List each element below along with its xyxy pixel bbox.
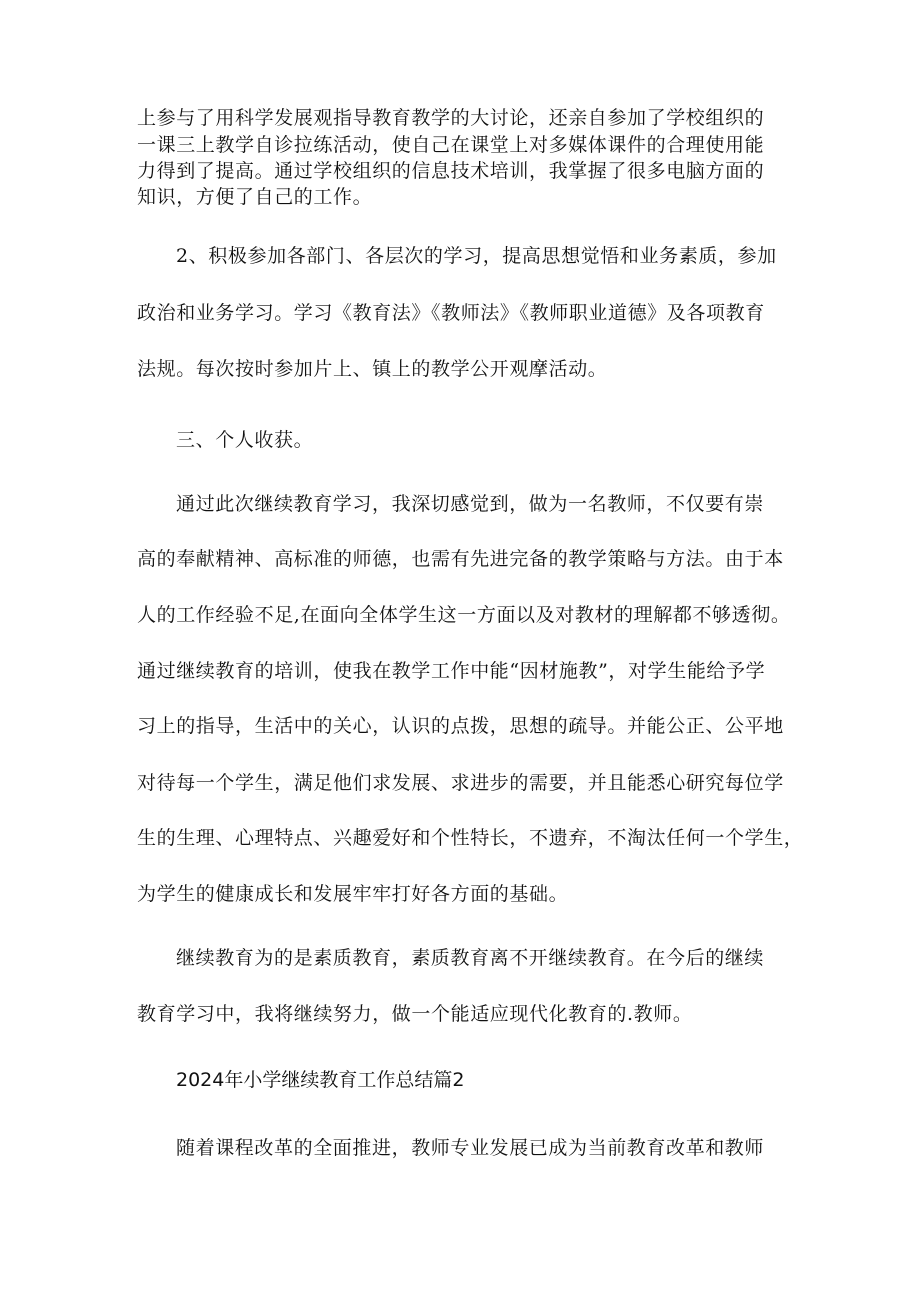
paragraph-5-line-1: 随着课程改革的全面推进，教师专业发展已成为当前教育改革和教师 (176, 1137, 765, 1159)
paragraph-4-line-1: 继续教育为的是素质教育，素质教育离不开继续教育。在今后的继续 (176, 947, 765, 969)
paragraph-3-line-6: 对待每一个学生，满足他们求发展、求进步的需要，并且能悉心研究每位学 (137, 772, 784, 794)
paragraph-2-line-1: 2、积极参加各部门、各层次的学习，提高思想觉悟和业务素质，参加 (176, 245, 777, 267)
paragraph-1-line-1: 上参与了用科学发展观指导教育教学的大讨论，还亲自参加了学校组织的 (137, 107, 765, 129)
paragraph-3-line-2: 高的奉献精神、高标准的师德，也需有先进完备的教学策略与方法。由于本 (137, 548, 784, 570)
paragraph-4-line-2: 教育学习中，我将继续努力，做一个能适应现代化教育的.教师。 (137, 1003, 693, 1025)
paragraph-3-line-5: 习上的指导，生活中的关心，认识的点拨，思想的疏导。并能公正、公平地 (137, 715, 784, 737)
paragraph-3-line-4: 通过继续教育的培训，使我在教学工作中能“因材施教”，对学生能给予学 (137, 660, 766, 682)
paragraph-1-line-4: 知识，方便了自己的工作。 (137, 186, 373, 208)
paragraph-3-line-8: 为学生的健康成长和发展牢牢打好各方面的基础。 (137, 883, 569, 905)
paragraph-2-line-2: 政治和业务学习。学习《教育法》《教师法》《教师职业道德》及各项教育 (137, 302, 765, 324)
paragraph-1-line-3: 力得到了提高。通过学校组织的信息技术培训，我掌握了很多电脑方面的 (137, 160, 765, 182)
paragraph-2-line-3: 法规。每次按时参加片上、镇上的教学公开观摩活动。 (137, 358, 608, 380)
article-title: 2024年小学继续教育工作总结篇2 (176, 1069, 465, 1091)
paragraph-3-line-3: 人的工作经验不足,在面向全体学生这一方面以及对教材的理解都不够透彻。 (137, 604, 791, 626)
paragraph-3-line-1: 通过此次继续教育学习，我深切感觉到，做为一名教师，不仅要有崇 (176, 493, 765, 515)
section-heading: 三、个人收获。 (176, 429, 314, 451)
paragraph-3-line-7: 生的生理、心理特点、兴趣爱好和个性特长，不遗弃，不淘汰任何一个学生， (137, 827, 804, 849)
paragraph-1-line-2: 一课三上教学自诊拉练活动，使自己在课堂上对多媒体课件的合理使用能 (137, 134, 765, 156)
